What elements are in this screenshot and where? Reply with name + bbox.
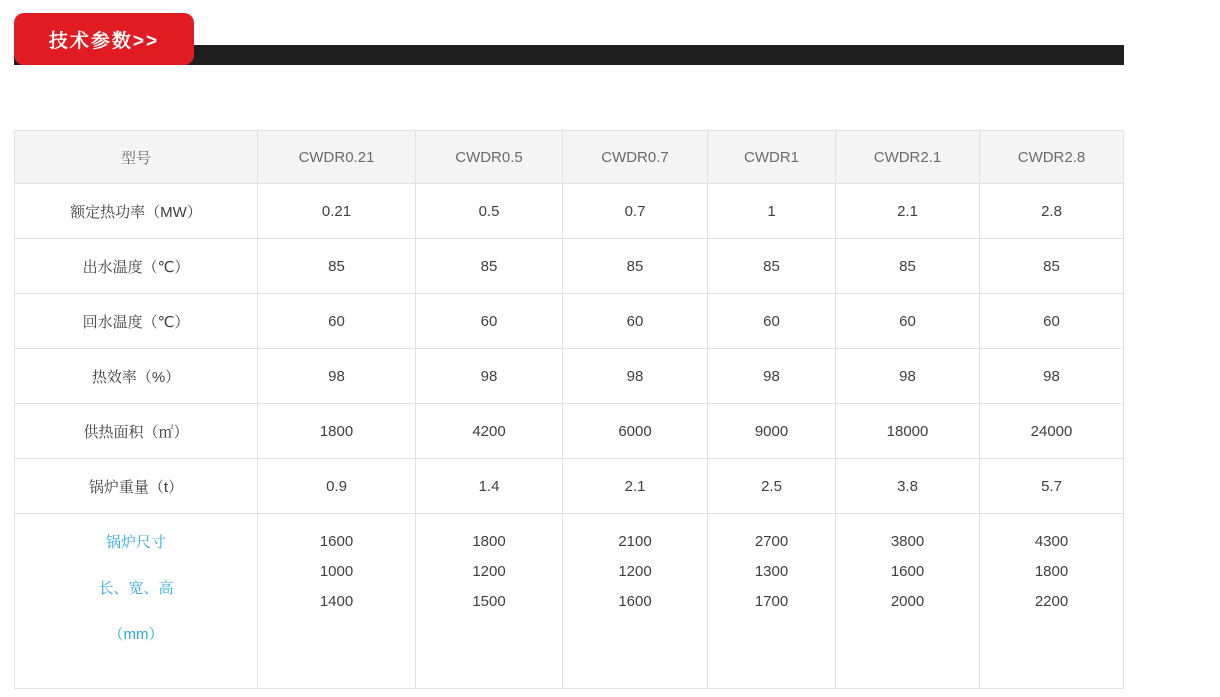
table-cell: 85 — [258, 239, 416, 294]
dimension-value-line: 2100 — [618, 533, 652, 550]
dimension-cell — [708, 514, 836, 689]
dimension-value-line: 1600 — [618, 593, 652, 610]
table-row — [15, 184, 1124, 239]
column-header: CWDR2.8 — [980, 131, 1124, 184]
dimension-cell — [416, 514, 563, 689]
table-cell: 85 — [980, 239, 1124, 294]
dimension-value-line: 4300 — [1034, 533, 1069, 550]
dimension-label-line: 锅炉尺寸 — [105, 534, 166, 551]
column-header: CWDR0.7 — [563, 131, 708, 184]
table-cell: 60 — [980, 294, 1124, 349]
table-row — [15, 404, 1124, 459]
table-cell: 4200 — [416, 404, 563, 459]
table-body — [15, 184, 1124, 689]
table-cell: 0.7 — [563, 184, 708, 239]
table-cell: 98 — [836, 349, 980, 404]
row-label: 出水温度（℃） — [15, 239, 258, 294]
dimension-value-line: 2000 — [890, 593, 925, 610]
table-cell: 85 — [708, 239, 836, 294]
dimension-value-line: 3800 — [890, 533, 925, 550]
row-label: 供热面积（㎡） — [15, 404, 258, 459]
table-cell: 85 — [836, 239, 980, 294]
table-row — [15, 239, 1124, 294]
column-header: CWDR0.21 — [258, 131, 416, 184]
table-cell: 2.5 — [708, 459, 836, 514]
table-cell: 60 — [708, 294, 836, 349]
table-cell: 24000 — [980, 404, 1124, 459]
table-header-row — [15, 131, 1124, 184]
table-cell: 0.5 — [416, 184, 563, 239]
tech-params-badge[interactable] — [14, 13, 194, 65]
dimension-value-line: 1800 — [472, 533, 506, 550]
dimension-value-line: 2200 — [1034, 593, 1069, 610]
table-cell: 1.4 — [416, 459, 563, 514]
column-header: CWDR2.1 — [836, 131, 980, 184]
dimension-value-line: 2700 — [754, 533, 789, 550]
table-cell: 2.8 — [980, 184, 1124, 239]
column-header-model: 型号 — [15, 131, 258, 184]
specs-table — [14, 130, 1124, 689]
table-row — [15, 459, 1124, 514]
dimension-cell — [563, 514, 708, 689]
table-cell: 0.9 — [258, 459, 416, 514]
table-cell: 3.8 — [836, 459, 980, 514]
tech-params-badge-label: 技术参数>> — [48, 30, 160, 52]
column-header: CWDR0.5 — [416, 131, 563, 184]
dimension-cell — [258, 514, 416, 689]
dimension-cell — [836, 514, 980, 689]
table-cell: 98 — [980, 349, 1124, 404]
table-cell: 60 — [416, 294, 563, 349]
table-cell: 98 — [563, 349, 708, 404]
dimension-value-line: 1500 — [472, 593, 506, 610]
dimension-value-line: 1700 — [754, 593, 789, 610]
column-header: CWDR1 — [708, 131, 836, 184]
table-cell: 1 — [708, 184, 836, 239]
table-row — [15, 294, 1124, 349]
dimension-value-line: 1600 — [890, 563, 925, 580]
table-cell: 6000 — [563, 404, 708, 459]
row-label: 热效率（%） — [15, 349, 258, 404]
table-cell: 9000 — [708, 404, 836, 459]
table-cell: 1800 — [258, 404, 416, 459]
dimension-value-line: 1000 — [319, 563, 354, 580]
table-cell: 60 — [563, 294, 708, 349]
table-cell: 2.1 — [563, 459, 708, 514]
row-label: 额定热功率（MW） — [15, 184, 258, 239]
dimension-label-line: （mm） — [108, 626, 164, 643]
dimension-value-line: 1600 — [319, 533, 354, 550]
table-cell: 2.1 — [836, 184, 980, 239]
table-cell: 85 — [416, 239, 563, 294]
dimension-value-line: 1300 — [754, 563, 789, 580]
table-cell: 98 — [416, 349, 563, 404]
dimension-cell — [980, 514, 1124, 689]
dimension-value-line: 1200 — [618, 563, 652, 580]
table-cell: 98 — [708, 349, 836, 404]
row-label: 回水温度（℃） — [15, 294, 258, 349]
dimension-row — [15, 514, 1124, 689]
table-cell: 60 — [836, 294, 980, 349]
table-cell: 0.21 — [258, 184, 416, 239]
dimension-value-line: 1800 — [1034, 563, 1069, 580]
row-label: 锅炉重量（t） — [15, 459, 258, 514]
table-cell: 85 — [563, 239, 708, 294]
table-cell: 98 — [258, 349, 416, 404]
table-cell: 60 — [258, 294, 416, 349]
table-cell: 18000 — [836, 404, 980, 459]
table-row — [15, 349, 1124, 404]
dimension-value-line: 1200 — [472, 563, 506, 580]
dimension-label-line: 长、宽、高 — [98, 580, 174, 597]
dimension-value-line: 1400 — [319, 593, 354, 610]
dimension-row-label — [15, 514, 258, 689]
table-cell: 5.7 — [980, 459, 1124, 514]
